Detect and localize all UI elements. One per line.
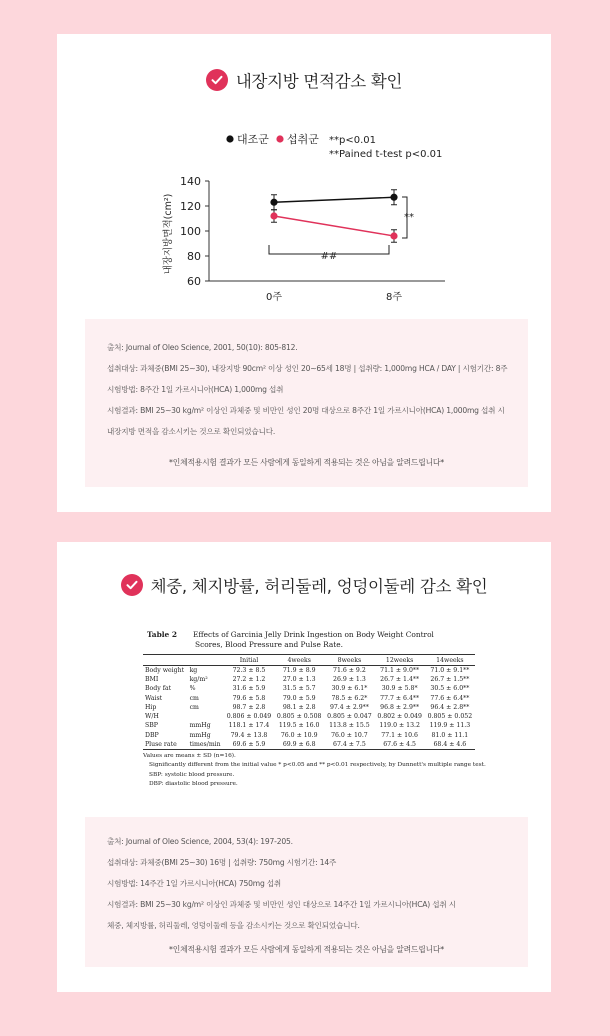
table-cell: 69.6 ± 5.9 — [232, 740, 266, 748]
table-row — [143, 712, 475, 721]
source-line: 섭취대상: 과체중(BMI 25~30) 16명 | 섭취량: 750mg 시험기간: 14주 — [107, 858, 337, 867]
legend-control-label: 대조군 — [237, 133, 269, 146]
within-group-annotation: ** — [404, 212, 414, 223]
table-cell: Body fat — [145, 685, 172, 693]
table-cell: Waist — [145, 694, 163, 702]
table-row — [143, 740, 475, 749]
legend-intake-dot — [276, 135, 283, 142]
y-axis-label: 내장지방면적(cm²) — [163, 193, 174, 275]
table-cell: mmHg — [189, 722, 211, 730]
table-cell: 96.8 ± 2.9** — [380, 703, 420, 711]
table-label: Table 2 — [147, 630, 177, 639]
table-cell: 31.5 ± 5.7 — [282, 685, 316, 693]
table-row — [143, 731, 475, 740]
table-cell: 26.9 ± 1.3 — [333, 675, 366, 683]
table-cell: 96.4 ± 2.8** — [430, 703, 470, 711]
table-cell: 72.3 ± 8.5 — [232, 666, 266, 674]
table-cell: 69.9 ± 6.8 — [282, 740, 316, 748]
legend-intake-label: 섭취군 — [287, 133, 319, 146]
table-cell: 98.7 ± 2.8 — [232, 703, 266, 711]
table-cell: 78.5 ± 6.2* — [331, 694, 368, 702]
disclaimer: *인체적용시험 결과가 모든 사람에게 동일하게 적용되는 것은 아님을 알려드립니다* — [169, 945, 444, 954]
table-header-cell: 12weeks — [385, 656, 414, 664]
table-cell: 0.805 ± 0.052 — [427, 713, 473, 721]
legend-control-dot — [226, 135, 233, 142]
table-cell: 97.4 ± 2.9** — [329, 703, 369, 711]
table-caption-row2 — [147, 640, 475, 650]
table-cell: 79.0 ± 5.9 — [282, 694, 316, 702]
table-footnote: SBP: systolic blood pressure. — [149, 771, 235, 778]
y-tick-label: 80 — [187, 250, 201, 263]
between-group-annotation: ## — [320, 251, 338, 262]
table-cell: cm — [189, 694, 199, 702]
table-cell: 30.5 ± 6.0** — [430, 685, 470, 693]
legend-note-1: **p<0.01 — [329, 135, 376, 146]
y-tick-label: 120 — [180, 200, 201, 213]
table-header-cell — [188, 655, 224, 666]
table-cell: 71.9 ± 8.9 — [282, 666, 316, 674]
table-cell: W/H — [145, 713, 159, 721]
table-cell: 76.0 ± 10.7 — [331, 731, 368, 739]
series-line-control — [274, 197, 394, 202]
section2-title: 체중, 체지방률, 허리둘레, 엉덩이둘레 감소 확인 — [150, 577, 488, 596]
table-row — [143, 693, 475, 702]
table-cell: Pluse rate — [145, 740, 177, 748]
table-cell: BMI — [145, 675, 159, 683]
y-tick-label: 140 — [180, 175, 201, 188]
table-cell: 71.1 ± 9.0** — [380, 666, 420, 674]
table-cell: 0.805 ± 0.508 — [276, 713, 322, 721]
table-cell: 26.7 ± 1.4** — [380, 675, 420, 683]
source-lines — [85, 337, 528, 442]
table-caption-line2: Scores, Blood Pressure and Pulse Rate. — [195, 640, 343, 649]
table-cell: 76.0 ± 10.9 — [280, 731, 318, 739]
table-header-cell — [143, 655, 188, 666]
table-cell: 79.6 ± 5.8 — [232, 694, 266, 702]
table-header-cell: 14weeks — [436, 656, 464, 664]
table-footnote: Significantly different from the initial value * p<0.05 and ** p<0.01 respectively, by Dunnett's multiple range test. — [149, 762, 486, 769]
source-box-1 — [85, 319, 528, 487]
section2-title-row — [57, 573, 551, 597]
results-table-block — [143, 630, 486, 790]
table-cell: Hip — [145, 703, 157, 711]
y-tick-label: 100 — [180, 225, 201, 238]
table-cell: 31.6 ± 5.9 — [232, 685, 266, 693]
table-cell: kg — [189, 666, 198, 674]
table-cell: 119.9 ± 11.3 — [429, 722, 471, 730]
table-cell: kg/m² — [189, 675, 208, 683]
table-footnote: DBP: diastolic blood pressure. — [149, 781, 238, 788]
y-tick-label: 60 — [187, 275, 201, 288]
table-cell: 118.1 ± 17.4 — [228, 722, 270, 730]
table-caption — [147, 630, 475, 640]
table-cell: 71.6 ± 9.2 — [333, 666, 366, 674]
table-cell: % — [189, 685, 196, 693]
source-line: 출처: Journal of Oleo Science, 2001, 50(10): 805-812. — [107, 343, 298, 352]
table-caption-line1: Effects of Garcinia Jelly Drink Ingestion on Body Weight Control — [192, 630, 434, 639]
table-cell: 26.7 ± 1.5** — [430, 675, 470, 683]
results-table — [143, 654, 475, 750]
table-cell: 27.2 ± 1.2 — [232, 675, 266, 683]
table-cell: times/min — [189, 740, 221, 748]
table-cell: 67.6 ± 4.5 — [383, 740, 416, 748]
visceral-fat-chart — [57, 34, 551, 314]
table-row — [143, 684, 475, 693]
table-cell: 0.805 ± 0.047 — [327, 713, 372, 721]
check-circle-icon — [121, 574, 143, 596]
table-cell: 0.802 ± 0.049 — [377, 713, 422, 721]
disclaimer: *인체적용시험 결과가 모든 사람에게 동일하게 적용되는 것은 아님을 알려드립니다* — [169, 458, 444, 467]
table-cell: DBP — [145, 731, 159, 739]
data-point-control — [270, 199, 277, 206]
table-cell: 81.0 ± 11.1 — [431, 731, 469, 739]
table-cell: 68.4 ± 4.6 — [433, 740, 467, 748]
table-cell: 0.806 ± 0.049 — [226, 713, 272, 721]
table-row — [143, 703, 475, 712]
source-line: 시험방법: 14주간 1일 가르시니아(HCA) 750mg 섭취 — [107, 879, 282, 888]
source-line: 섭취대상: 과체중(BMI 25~30), 내장지방 90cm² 이상 성인 20~65세 18명 | 섭취량: 1,000mg HCA / DAY | 시험기간: 8주 — [107, 364, 508, 373]
data-point-intake — [270, 212, 277, 219]
table-footnote: Values are means ± SD (n=16). — [143, 752, 236, 759]
source-lines — [85, 831, 528, 936]
x-tick-label: 0주 — [265, 292, 283, 303]
table-row — [143, 721, 475, 730]
table-cell: 71.0 ± 9.1** — [430, 666, 470, 674]
table-cell: 67.4 ± 7.5 — [333, 740, 366, 748]
x-tick-label: 8주 — [385, 292, 403, 303]
table-cell: 119.5 ± 16.0 — [278, 722, 320, 730]
data-point-control — [390, 194, 397, 201]
source-line: 출처: Journal of Oleo Science, 2004, 53(4): 197-205. — [107, 837, 293, 846]
table-cell: SBP — [145, 722, 158, 730]
table-row — [143, 675, 475, 684]
table-header-cell: 8weeks — [337, 656, 362, 664]
table-cell: 77.6 ± 6.4** — [430, 694, 470, 702]
table-cell: 27.0 ± 1.3 — [282, 675, 316, 683]
table-cell: 113.8 ± 15.5 — [329, 722, 370, 730]
table-cell: 98.1 ± 2.8 — [282, 703, 316, 711]
legend-note-2: **Pained t-test p<0.01 — [329, 149, 443, 160]
table-cell: 119.0 ± 13.2 — [379, 722, 420, 730]
table-row — [143, 666, 475, 675]
table-cell: 30.9 ± 5.8* — [381, 685, 418, 693]
source-line: 시험결과: BMI 25~30 kg/m² 이상인 과체중 및 비만인 성인 대상으로 14주간 1일 가르시니아(HCA) 섭취 시 — [107, 900, 456, 909]
body-composition-card — [57, 542, 551, 992]
table-cell: mmHg — [189, 731, 211, 739]
table-cell: Body weight — [145, 666, 185, 674]
source-line: 시험방법: 8주간 1일 가르시니아(HCA) 1,000mg 섭취 — [107, 385, 284, 394]
table-cell — [188, 712, 224, 721]
data-point-intake — [390, 232, 397, 239]
table-cell: 77.1 ± 10.6 — [381, 731, 418, 739]
visceral-fat-card — [57, 34, 551, 512]
source-line: 체중, 체지방률, 허리둘레, 엉덩이둘레 등을 감소시키는 것으로 확인되었습니다. — [107, 921, 360, 930]
source-line: 시험결과: BMI 25~30 kg/m² 이상인 과체중 및 비만인 성인 20명 대상으로 8주간 1일 가르시니아(HCA) 1,000mg 섭취 시 — [107, 406, 505, 415]
source-box-2 — [85, 817, 528, 967]
table-header-cell: Initial — [239, 656, 259, 664]
table-footnotes — [143, 752, 486, 790]
table-cell: cm — [189, 703, 199, 711]
table-cell: 30.9 ± 6.1* — [331, 685, 368, 693]
table-cell: 77.7 ± 6.4** — [380, 694, 420, 702]
source-line: 내장지방 면적을 감소시키는 것으로 확인되었습니다. — [107, 427, 276, 436]
table-cell: 79.4 ± 13.8 — [230, 731, 268, 739]
section1-title: 내장지방 면적감소 확인 — [235, 72, 403, 91]
series-line-intake — [274, 216, 394, 236]
table-header-cell: 4weeks — [287, 656, 311, 664]
table-header-row — [143, 655, 475, 666]
